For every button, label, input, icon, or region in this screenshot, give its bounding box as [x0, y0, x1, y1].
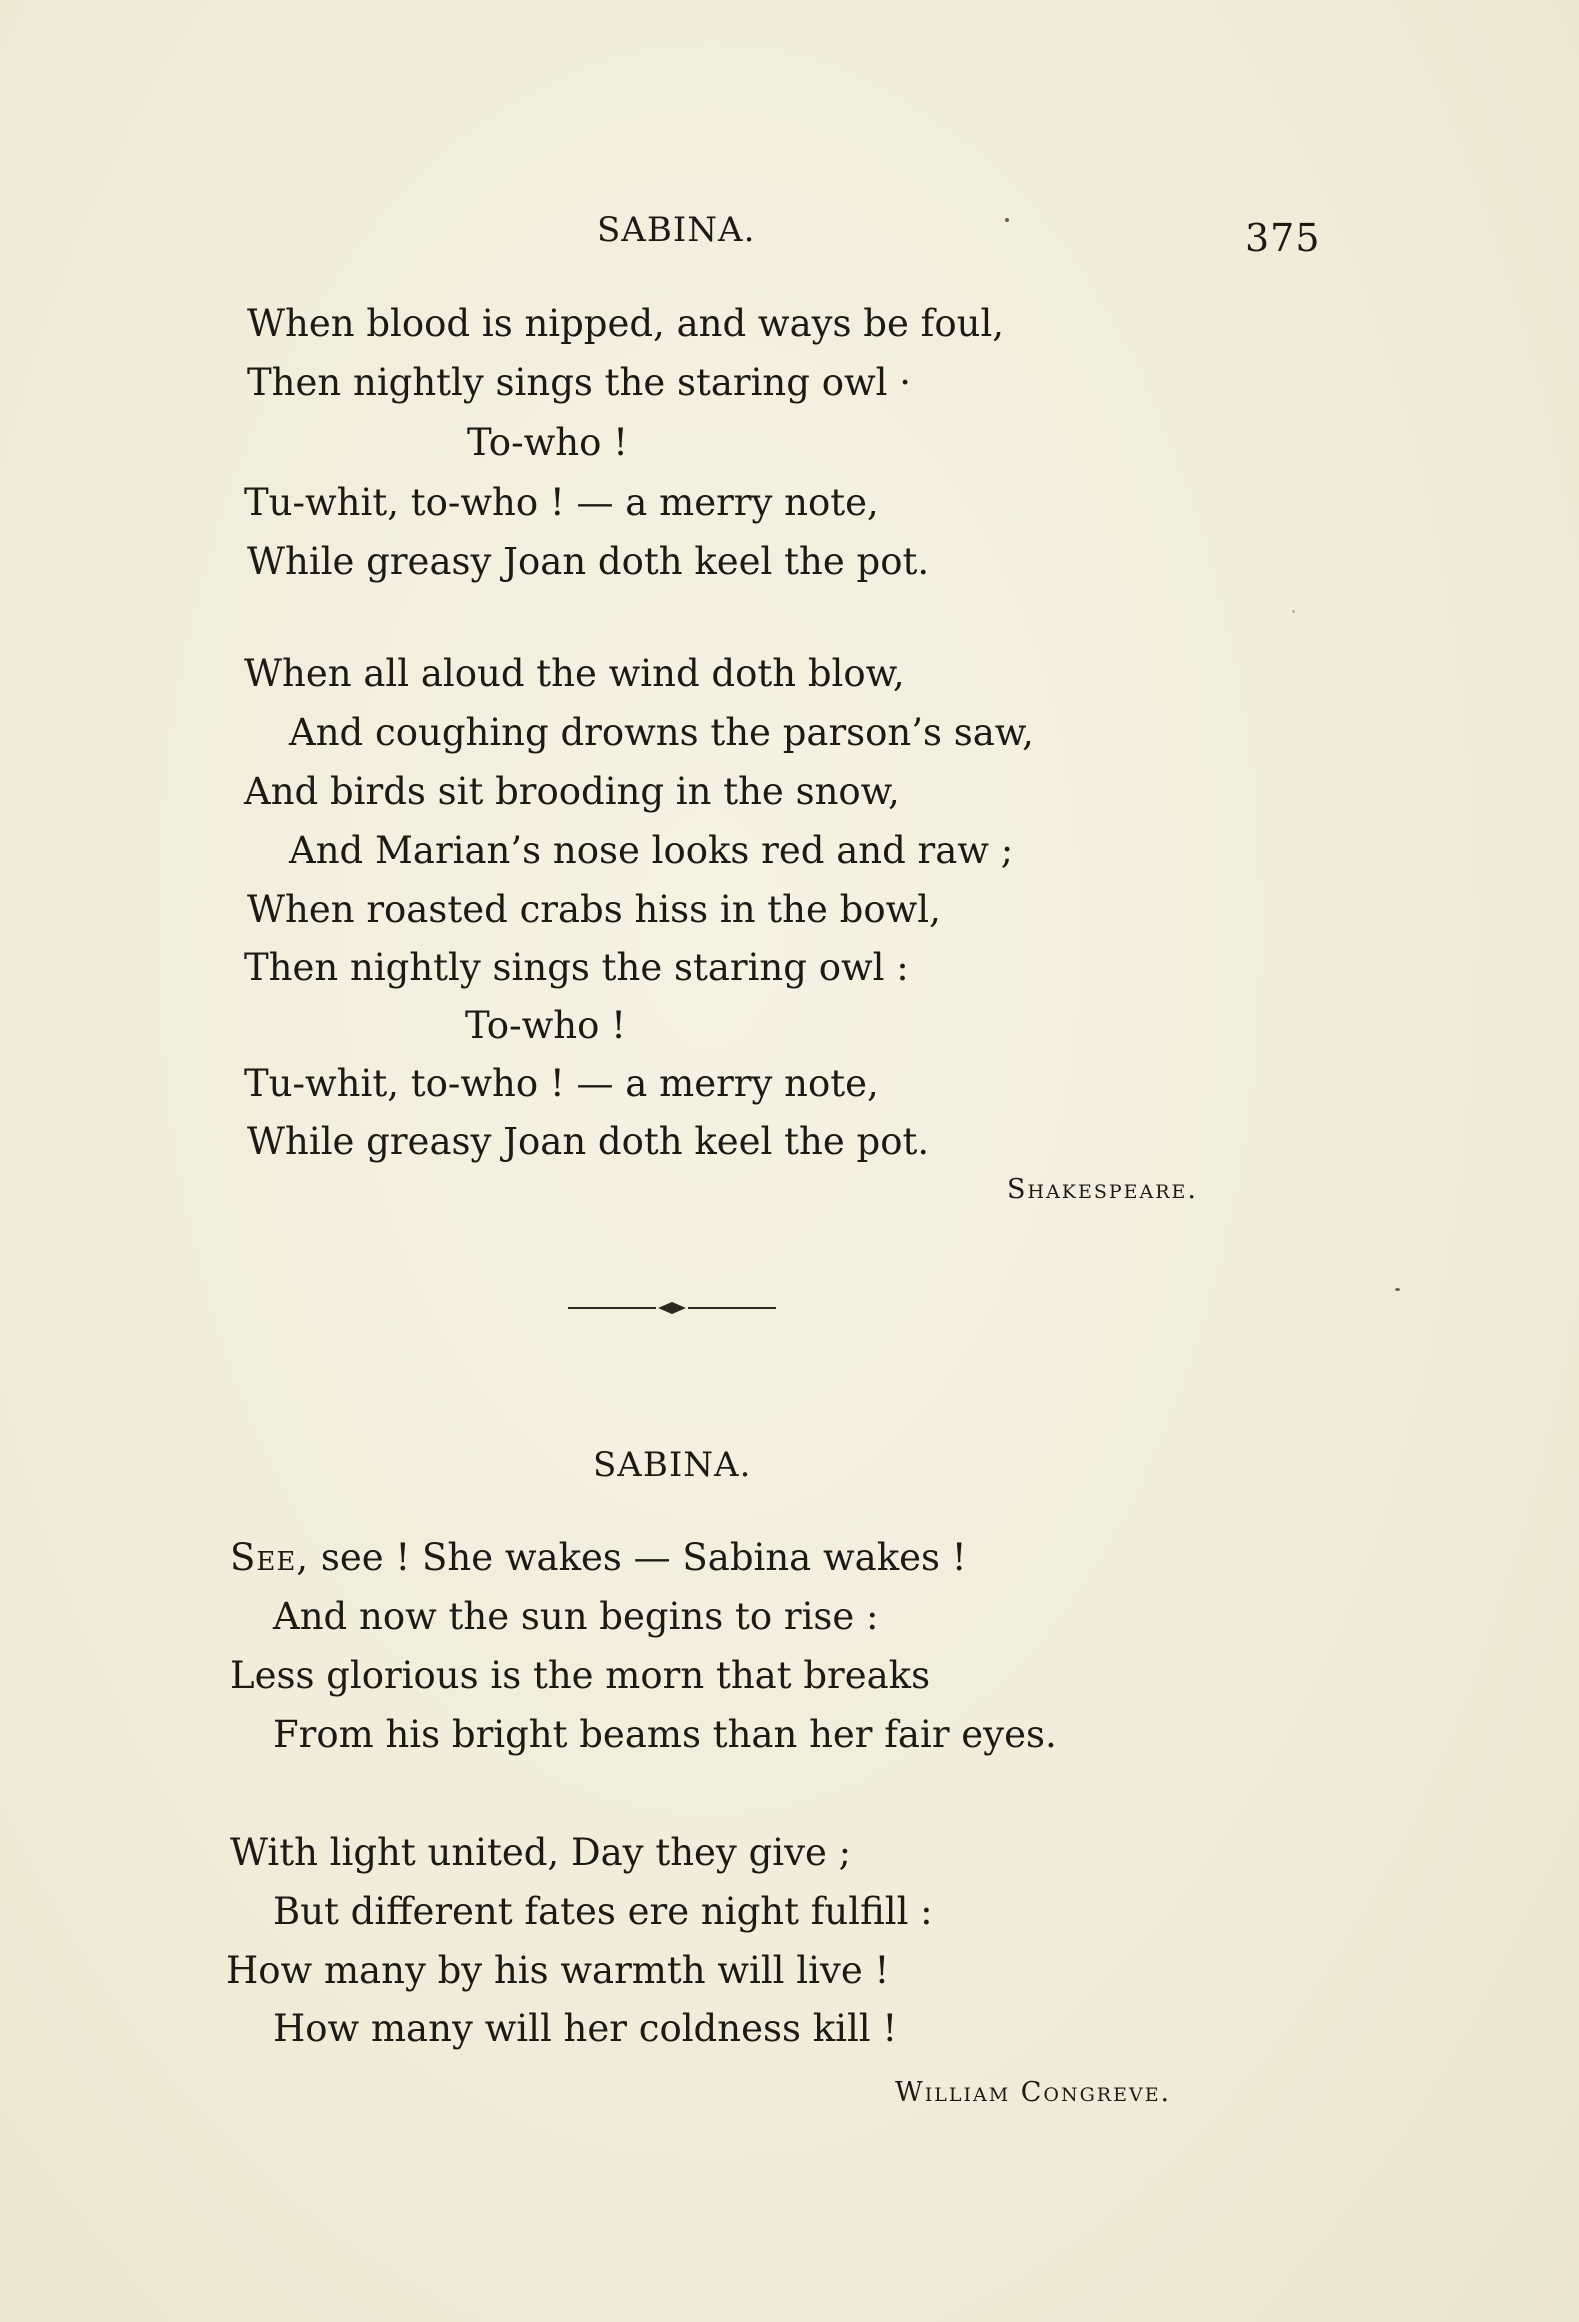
verse-line: Tu-whit, to-who ! — a merry note, — [244, 481, 879, 524]
verse-line: Less glorious is the morn that breaks — [230, 1654, 931, 1697]
running-head — [0, 210, 1579, 260]
verse-line: With light united, Day they give ; — [230, 1831, 852, 1874]
verse-line: But different fates ere night fulfill : — [273, 1890, 933, 1933]
running-title: SABINA. — [597, 210, 756, 250]
verse-line: To-who ! — [467, 421, 628, 464]
verse-line: While greasy Joan doth keel the pot. — [247, 1120, 930, 1163]
verse-line: Tu-whit, to-who ! — a merry note, — [244, 1062, 879, 1105]
verse-line-text: see ! She wakes — Sabina wakes ! — [320, 1536, 967, 1579]
verse-line: How many by his warmth will live ! — [226, 1949, 890, 1992]
print-speck — [1292, 610, 1295, 613]
divider-rule-right — [688, 1307, 776, 1309]
verse-line: When blood is nipped, and ways be foul, — [247, 302, 1005, 345]
verse-line: And birds sit brooding in the snow, — [244, 770, 900, 813]
section-divider-ornament — [568, 1298, 776, 1318]
verse-line: And Marian’s nose looks red and raw ; — [289, 829, 1014, 872]
verse-line: Then nightly sings the staring owl · — [247, 361, 911, 404]
verse-line — [230, 1536, 967, 1580]
verse-line: While greasy Joan doth keel the pot. — [247, 540, 930, 583]
verse-line: And coughing drowns the parson’s saw, — [289, 711, 1034, 754]
page-number: 375 — [1245, 216, 1321, 260]
verse-line: Then nightly sings the staring owl : — [244, 946, 909, 989]
attribution-shakespeare: Shakespeare. — [1007, 1174, 1198, 1205]
opening-word: See, — [230, 1536, 310, 1579]
attribution-congreve: William Congreve. — [895, 2077, 1172, 2108]
diamond-ornament-icon — [658, 1300, 686, 1316]
verse-line: To-who ! — [465, 1004, 626, 1047]
verse-line: From his bright beams than her fair eyes. — [273, 1713, 1057, 1756]
verse-line: When roasted crabs hiss in the bowl, — [247, 888, 941, 931]
divider-rule-left — [568, 1307, 656, 1309]
verse-line: And now the sun begins to rise : — [273, 1595, 879, 1638]
verse-line: When all aloud the wind doth blow, — [244, 652, 905, 695]
verse-line: How many will her coldness kill ! — [273, 2007, 898, 2050]
print-speck — [1005, 218, 1009, 222]
poem-title: SABINA. — [593, 1445, 752, 1485]
print-speck — [1395, 1288, 1400, 1291]
